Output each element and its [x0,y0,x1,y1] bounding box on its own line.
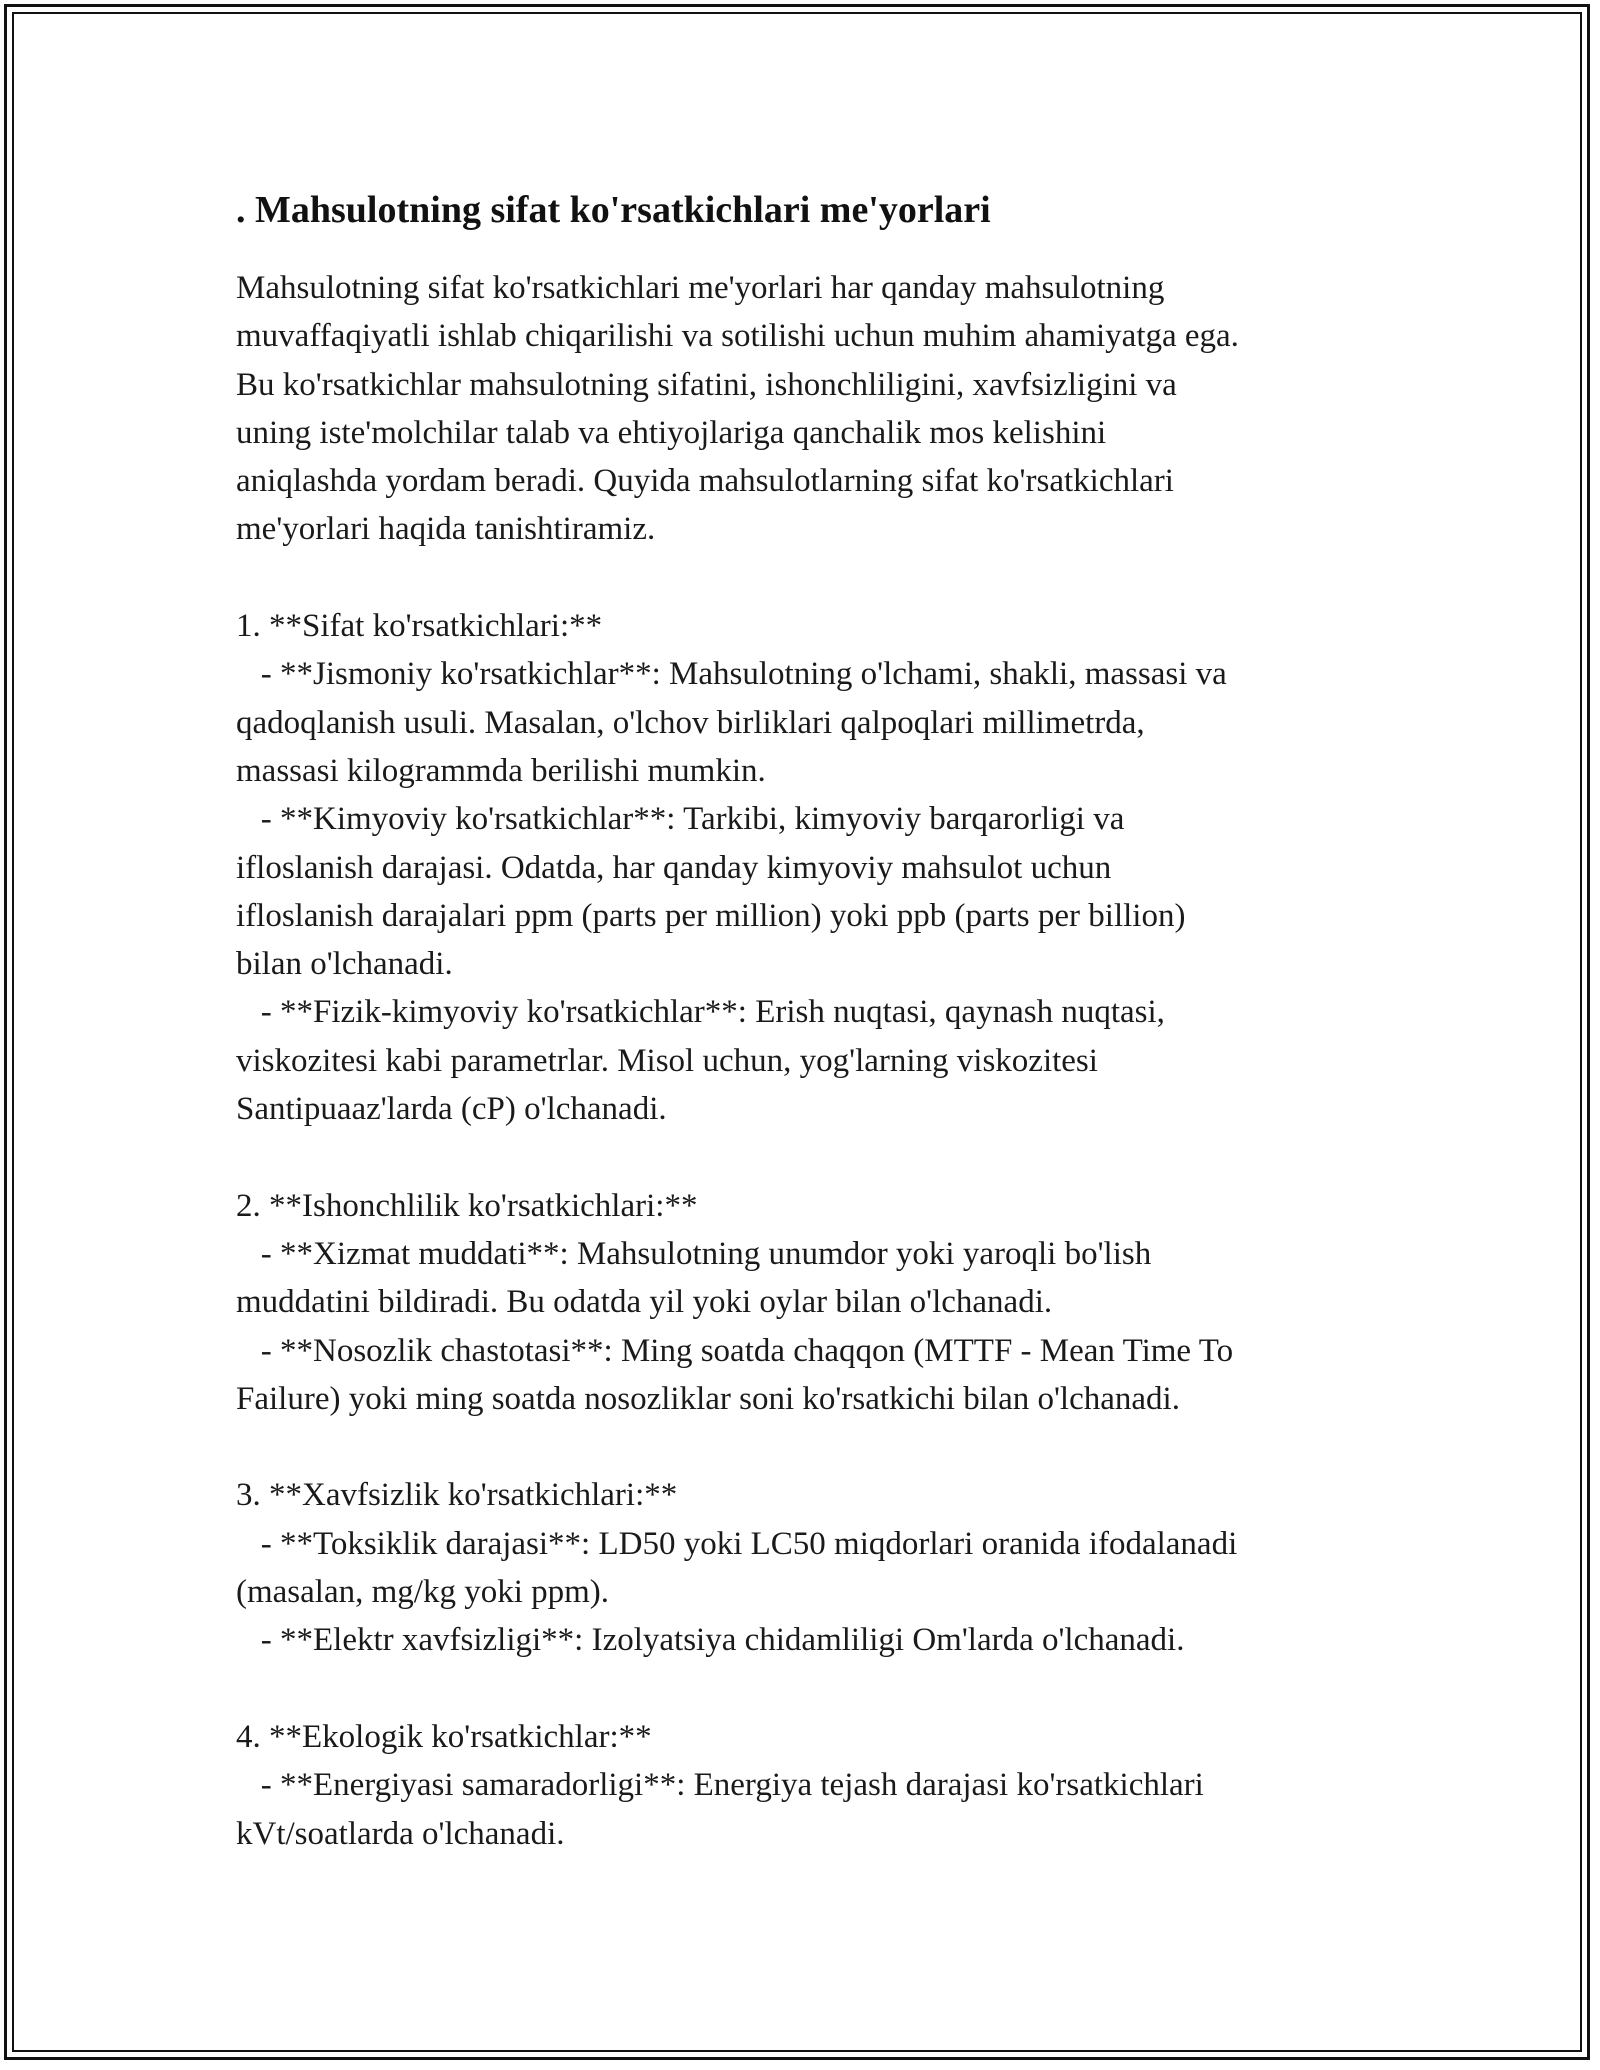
paragraph-spacer [236,1423,1366,1471]
section-line: bilan o'lchanadi. [236,946,453,983]
section-ekologik [236,1713,1366,1858]
intro-paragraph [236,264,1366,554]
section-sifat [236,602,1366,1133]
intro-line: muvaffaqiyatli ishlab chiqarilishi va sotilishi uchun muhim ahamiyatga ega. [236,318,1239,355]
section-line: ifloslanish darajasi. Odatda, har qanday kimyoviy mahsulot uchun [236,849,1112,886]
section-line: - **Jismoniy ko'rsatkichlar**: Mahsulotning o'lchami, shakli, massasi va [236,656,1227,693]
paragraph-spacer [236,1133,1366,1181]
section-line: Failure) yoki ming soatda nosozliklar soni ko'rsatkichi bilan o'lchanadi. [236,1380,1180,1417]
section-heading: 4. **Ekologik ko'rsatkichlar:** [236,1718,652,1755]
paragraph-spacer [236,1665,1366,1713]
section-line: ifloslanish darajalari ppm (parts per million) yoki ppb (parts per billion) [236,897,1186,934]
section-line: viskozitesi kabi parametrlar. Misol uchun, yog'larning viskozitesi [236,1042,1098,1079]
section-line: Santipuaaz'larda (cP) o'lchanadi. [236,1091,667,1128]
section-line: - **Fizik-kimyoviy ko'rsatkichlar**: Erish nuqtasi, qaynash nuqtasi, [236,994,1165,1031]
section-ishonchlilik [236,1182,1366,1423]
section-line: - **Energiyasi samaradorligi**: Energiya tejash darajasi ko'rsatkichlari [236,1767,1204,1804]
section-heading: 3. **Xavfsizlik ko'rsatkichlari:** [236,1477,678,1514]
document-title: . Mahsulotning sifat ko'rsatkichlari me'yorlari [236,189,991,231]
intro-line: me'yorlari haqida tanishtiramiz. [236,511,656,548]
section-line: kVt/soatlarda o'lchanadi. [236,1815,565,1852]
section-line: - **Kimyoviy ko'rsatkichlar**: Tarkibi, kimyoviy barqarorligi va [236,801,1125,838]
section-line: massasi kilogrammda berilishi mumkin. [236,752,766,789]
intro-line: uning iste'molchilar talab va ehtiyojlariga qanchalik mos kelishini [236,414,1107,451]
intro-line: aniqlashda yordam beradi. Quyida mahsulotlarning sifat ko'rsatkichlari [236,463,1174,500]
section-heading: 1. **Sifat ko'rsatkichlari:** [236,608,603,645]
paragraph-spacer [236,554,1366,602]
document-body [236,186,1366,1858]
section-line: - **Elektr xavfsizligi**: Izolyatsiya chidamliligi Om'larda o'lchanadi. [236,1622,1185,1659]
section-line: - **Xizmat muddati**: Mahsulotning unumdor yoki yaroqli bo'lish [236,1235,1152,1272]
section-line: - **Toksiklik darajasi**: LD50 yoki LC50 miqdorlari oranida ifodalanadi [236,1525,1238,1562]
section-line: - **Nosozlik chastotasi**: Ming soatda chaqqon (MTTF - Mean Time To [236,1332,1234,1369]
intro-line: Bu ko'rsatkichlar mahsulotning sifatini, ishonchliligini, xavfsizligini va [236,366,1177,403]
section-heading: 2. **Ishonchlilik ko'rsatkichlari:** [236,1187,698,1224]
section-line: muddatini bildiradi. Bu odatda yil yoki oylar bilan o'lchanadi. [236,1284,1053,1321]
section-line: qadoqlanish usuli. Masalan, o'lchov birliklari qalpoqlari millimetrda, [236,704,1145,741]
section-line: (masalan, mg/kg yoki ppm). [236,1574,610,1611]
section-xavfsizlik [236,1471,1366,1664]
intro-line: Mahsulotning sifat ko'rsatkichlari me'yorlari har qanday mahsulotning [236,270,1165,306]
